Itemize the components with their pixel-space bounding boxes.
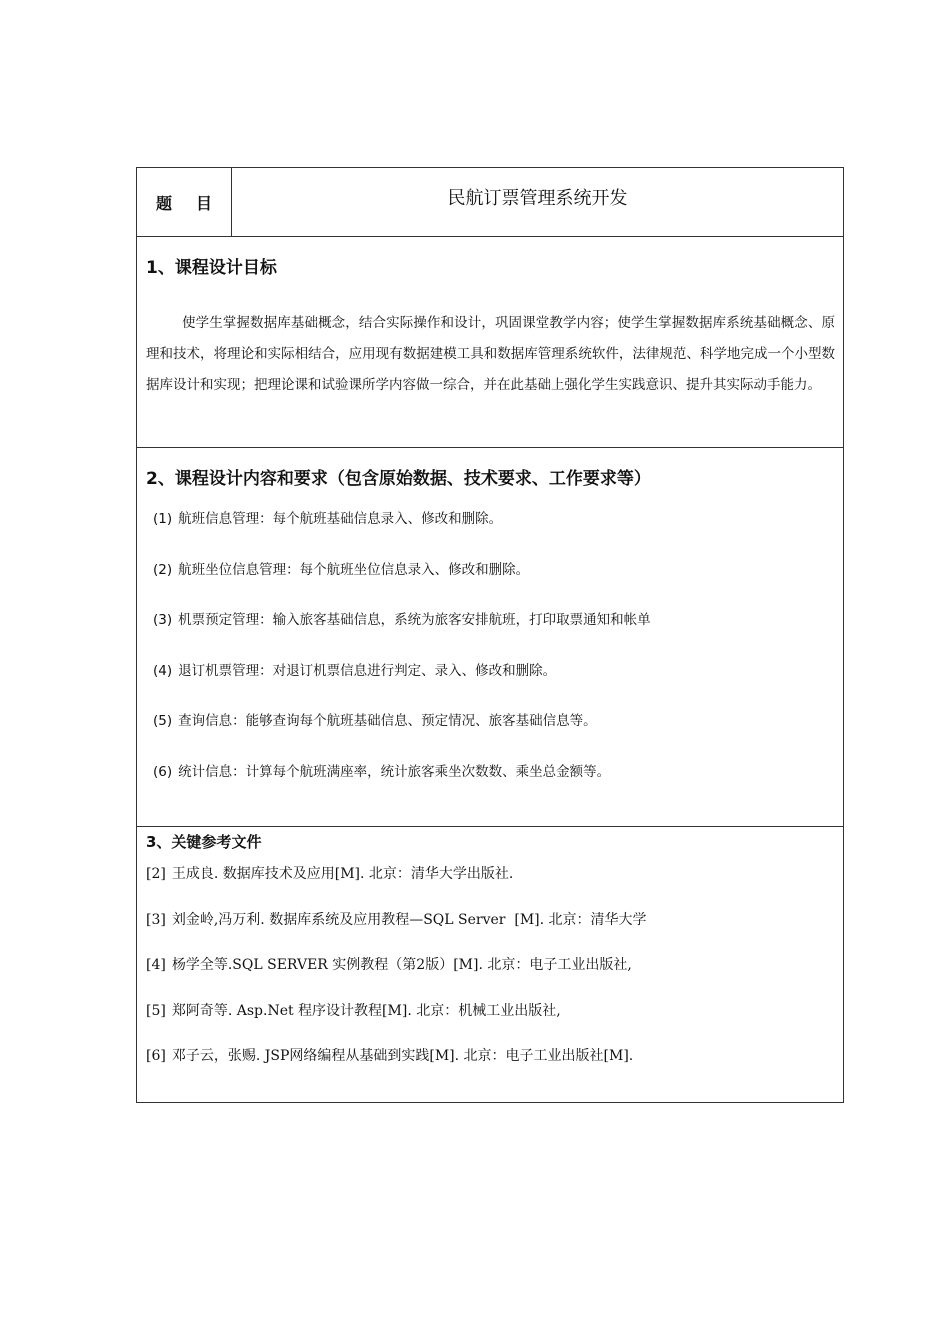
reference-item [146, 862, 843, 908]
section2-row [137, 448, 844, 827]
section2-heading: 2、课程设计内容和要求（包含原始数据、技术要求、工作要求等） [146, 469, 651, 489]
list-item [153, 608, 843, 659]
section1-cell [137, 237, 844, 448]
section1-heading: 1、课程设计目标 [146, 258, 277, 278]
reference-number: [3] [146, 911, 166, 928]
reference-number: [2] [146, 866, 166, 882]
item-text: 查询信息：能够查询每个航班基础信息、预定情况、旅客基础信息等。 [178, 713, 597, 729]
section3-row [137, 827, 844, 1103]
topic-label-cell [137, 168, 232, 237]
section3-heading: 3、关键参考文件 [146, 833, 262, 851]
item-text: 机票预定管理：输入旅客基础信息，系统为旅客安排航班，打印取票通知和帐单 [178, 612, 651, 628]
reference-item [146, 1044, 843, 1090]
item-number: (3) [153, 612, 173, 628]
reference-item [146, 953, 843, 999]
reference-text: 邓子云，张赐. JSP网络编程从基础到实践[M]. 北京：电子工业出版社[M]. [171, 1048, 634, 1064]
section1-paragraph: 使学生掌握数据库基础概念，结合实际操作和设计，巩固课堂教学内容；使学生掌握数据库系统基础概念、原理和技术，将理论和实际相结合，应用现有数据建模工具和数据库管理系统软件，法律规范、科学地完成一个小型数据库设计和实现；把理论课和试验课所学内容做一综合，并在此基础上强化学生实践意识、提升其实际动手能力。 [146, 315, 835, 393]
reference-list [146, 862, 843, 1090]
item-text: 退订机票管理：对退订机票信息进行判定、录入、修改和删除。 [178, 662, 557, 679]
reference-text: 杨学全等.SQL SERVER 实例教程（第2版）[M]. 北京：电子工业出版社, [171, 957, 632, 973]
item-number: (1) [153, 511, 173, 527]
section3-cell [137, 827, 844, 1103]
section2-cell [137, 448, 844, 827]
reference-text: 刘金岭,冯万利. 数据库系统及应用教程—SQL Server [M]. 北京：清华大学 [171, 911, 647, 928]
reference-text: 郑阿奇等. Asp.Net 程序设计教程[M]. 北京：机械工业出版社, [171, 1002, 561, 1019]
list-item [153, 558, 843, 609]
item-text: 统计信息：计算每个航班满座率，统计旅客乘坐次数数、乘坐总金额等。 [178, 763, 611, 780]
item-text: 航班信息管理：每个航班基础信息录入、修改和删除。 [178, 511, 503, 527]
item-number: (2) [153, 561, 173, 578]
reference-number: [6] [146, 1048, 166, 1064]
section1-row [137, 237, 844, 448]
item-number: (6) [153, 763, 173, 780]
reference-number: [4] [146, 957, 166, 973]
list-item [153, 507, 843, 558]
item-number: (5) [153, 713, 173, 729]
item-number: (4) [153, 662, 173, 679]
topic-title: 民航订票管理系统开发 [447, 188, 628, 209]
item-text: 航班坐位信息管理：每个航班坐位信息录入、修改和删除。 [178, 561, 530, 578]
header-row [137, 168, 844, 237]
section2-item-list [153, 507, 843, 810]
reference-text: 王成良. 数据库技术及应用[M]. 北京：清华大学出版社. [171, 866, 514, 882]
course-design-table [136, 167, 844, 1103]
list-item [153, 659, 843, 710]
topic-title-cell [232, 168, 844, 237]
topic-label-char-2: 目 [196, 193, 213, 213]
list-item [153, 709, 843, 760]
reference-item [146, 999, 843, 1045]
topic-label-char-1: 题 [155, 193, 172, 213]
reference-item [146, 908, 843, 954]
list-item [153, 760, 843, 811]
reference-number: [5] [146, 1002, 166, 1019]
